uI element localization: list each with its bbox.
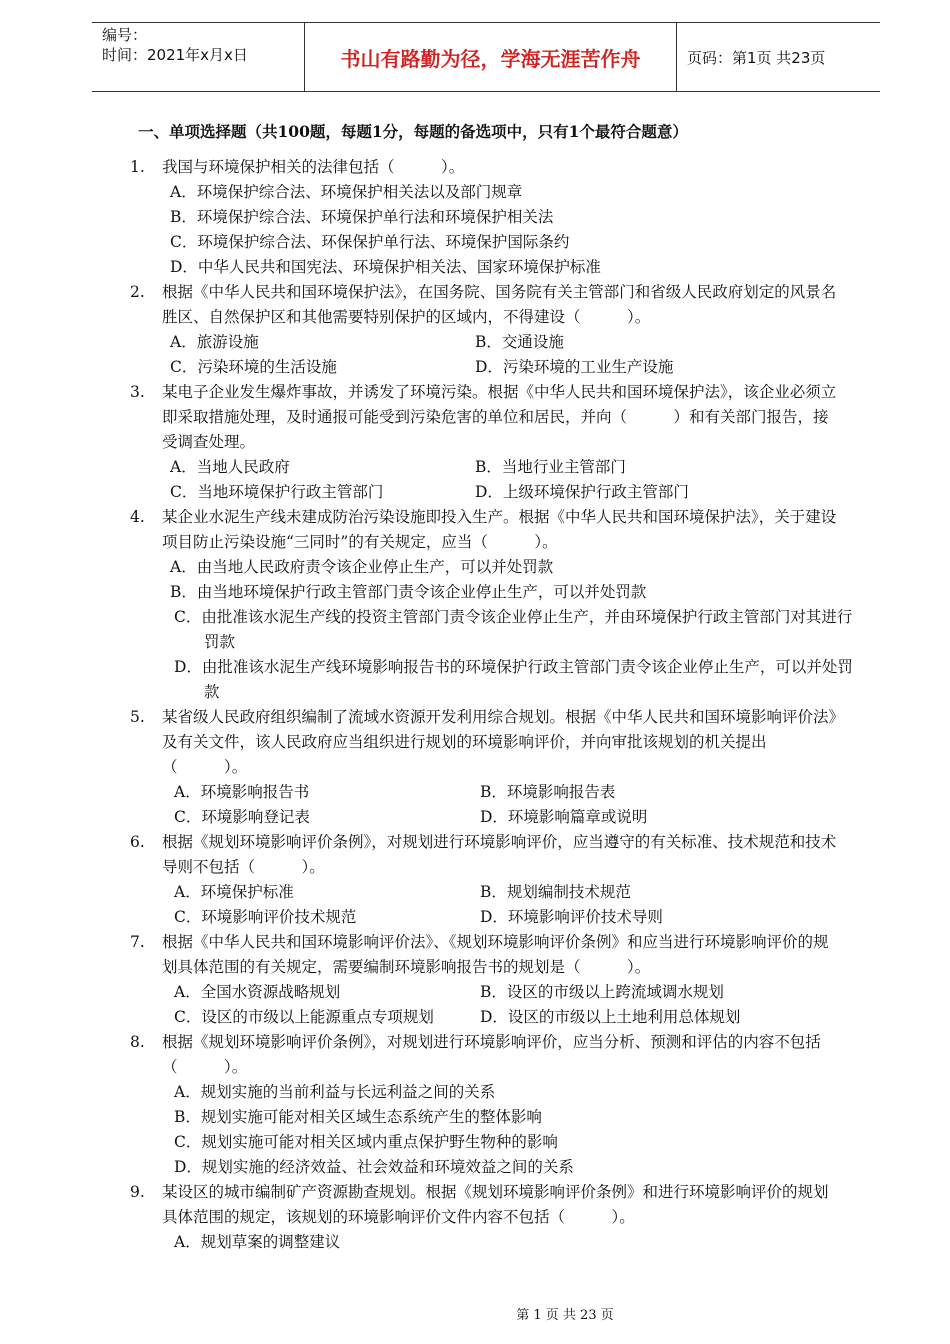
option-a: A．规划草案的调整建议	[174, 1233, 341, 1251]
question-number: 7.	[130, 933, 145, 951]
question-text: 某省级人民政府组织编制了流域水资源开发利用综合规划。根据《中华人民共和国环境影响评价法》及有关文件，该人民政府应当组织进行规划的环境影响评价，并向审批该规划的机关提出（ ）。	[162, 708, 837, 776]
question-number: 2.	[130, 283, 145, 301]
option-c: C．环境影响登记表	[174, 808, 310, 826]
option-c: C．当地环境保护行政主管部门	[170, 483, 384, 501]
page-footer: 第 1 页 共 23 页	[516, 1308, 614, 1323]
option-b: B．交通设施	[475, 333, 564, 351]
option-a: A．环境保护综合法、环境保护相关法以及部门规章	[170, 183, 523, 201]
option-b: B．由当地环境保护行政主管部门责令该企业停止生产，可以并处罚款	[170, 583, 647, 601]
question-text: 根据《中华人民共和国环境影响评价法》、《规划环境影响评价条例》和应当进行环境影响评价的规划具体范围的有关规定，需要编制环境影响报告书的规划是（ ）。	[162, 933, 829, 976]
question-2	[130, 280, 840, 330]
question-number: 4.	[130, 508, 145, 526]
option-a: A．旅游设施	[170, 333, 259, 351]
option-c: C．环境影响评价技术规范	[174, 908, 357, 926]
question-9	[130, 1180, 840, 1230]
question-text: 根据《规划环境影响评价条例》，对规划进行环境影响评价，应当遵守的有关标准、技术规范和技术导则不包括（ ）。	[162, 833, 837, 876]
option-a: A．环境保护标准	[174, 883, 294, 901]
question-number: 6.	[130, 833, 145, 851]
question-number: 9.	[130, 1183, 145, 1201]
question-4	[130, 505, 840, 555]
option-d: D．中华人民共和国宪法、环境保护相关法、国家环境保护标准	[170, 258, 601, 276]
option-b: B．环境保护综合法、环境保护单行法和环境保护相关法	[170, 208, 554, 226]
question-7	[130, 930, 840, 980]
option-d: D．污染环境的工业生产设施	[475, 358, 674, 376]
option-a: A．规划实施的当前利益与长远利益之间的关系	[174, 1083, 496, 1101]
option-d: D．设区的市级以上土地利用总体规划	[480, 1008, 741, 1026]
option-a: A．全国水资源战略规划	[174, 983, 341, 1001]
question-number: 3.	[130, 383, 145, 401]
document-time: 时间：2021年x月x日	[102, 46, 248, 64]
section-title: 一、单项选择题（共100题，每题1分，每题的备选项中，只有1个最符合题意）	[138, 122, 688, 141]
option-a: A．由当地人民政府责令该企业停止生产，可以并处罚款	[170, 558, 554, 576]
option-a: A．当地人民政府	[170, 458, 290, 476]
question-3	[130, 380, 840, 455]
question-8	[130, 1030, 840, 1080]
question-text: 某电子企业发生爆炸事故，并诱发了环境污染。根据《中华人民共和国环境保护法》，该企业必须立即采取措施处理，及时通报可能受到污染危害的单位和居民，并向（ ）和有关部门报告，接受调查处理。	[162, 383, 837, 451]
option-c: C．由批准该水泥生产线的投资主管部门责令该企业停止生产，并由环境保护行政主管部门对其进行罚款	[174, 608, 853, 651]
option-d: D．由批准该水泥生产线环境影响报告书的环境保护行政主管部门责令该企业停止生产，可以并处罚款	[174, 658, 853, 701]
question-text: 某设区的城市编制矿产资源勘查规划。根据《规划环境影响评价条例》和进行环境影响评价的规划具体范围的规定，该规划的环境影响评价文件内容不包括（ ）。	[162, 1183, 829, 1226]
question-text: 根据《中华人民共和国环境保护法》，在国务院、国务院有关主管部门和省级人民政府划定的风景名胜区、自然保护区和其他需要特别保护的区域内，不得建设（ ）。	[162, 283, 837, 326]
option-d: D．环境影响篇章或说明	[480, 808, 648, 826]
question-text: 某企业水泥生产线未建成防治污染设施即投入生产。根据《中华人民共和国环境保护法》，关于建设项目防止污染设施“三同时”的有关规定，应当（ ）。	[162, 508, 837, 551]
question-number: 1.	[130, 158, 145, 176]
header-motto: 书山有路勤为径，学海无涯苦作舟	[305, 23, 677, 91]
option-c: C．设区的市级以上能源重点专项规划	[174, 1008, 434, 1026]
question-text: 我国与环境保护相关的法律包括（ ）。	[162, 158, 465, 176]
option-c: C．环境保护综合法、环保保护单行法、环境保护国际条约	[170, 233, 570, 251]
option-b: B．规划编制技术规范	[480, 883, 631, 901]
document-number-label: 编号：	[102, 26, 148, 44]
option-c: C．污染环境的生活设施	[170, 358, 337, 376]
question-6	[130, 830, 840, 880]
option-b: B．当地行业主管部门	[475, 458, 626, 476]
question-number: 5.	[130, 708, 145, 726]
page-header	[92, 22, 880, 92]
header-meta	[92, 23, 305, 91]
option-a: A．环境影响报告书	[174, 783, 310, 801]
option-b: B．规划实施可能对相关区域生态系统产生的整体影响	[174, 1108, 542, 1126]
option-b: B．环境影响报告表	[480, 783, 616, 801]
option-d: D．环境影响评价技术导则	[480, 908, 663, 926]
option-b: B．设区的市级以上跨流域调水规划	[480, 983, 724, 1001]
question-5	[130, 705, 840, 780]
question-number: 8.	[130, 1033, 145, 1051]
header-page-number: 页码：第1页 共23页	[687, 48, 826, 67]
question-1	[130, 155, 840, 180]
option-c: C．规划实施可能对相关区域内重点保护野生物种的影响	[174, 1133, 558, 1151]
question-text: 根据《规划环境影响评价条例》，对规划进行环境影响评价，应当分析、预测和评估的内容不包括（ ）。	[162, 1033, 821, 1076]
option-d: D．规划实施的经济效益、社会效益和环境效益之间的关系	[174, 1158, 574, 1176]
option-d: D．上级环境保护行政主管部门	[475, 483, 689, 501]
